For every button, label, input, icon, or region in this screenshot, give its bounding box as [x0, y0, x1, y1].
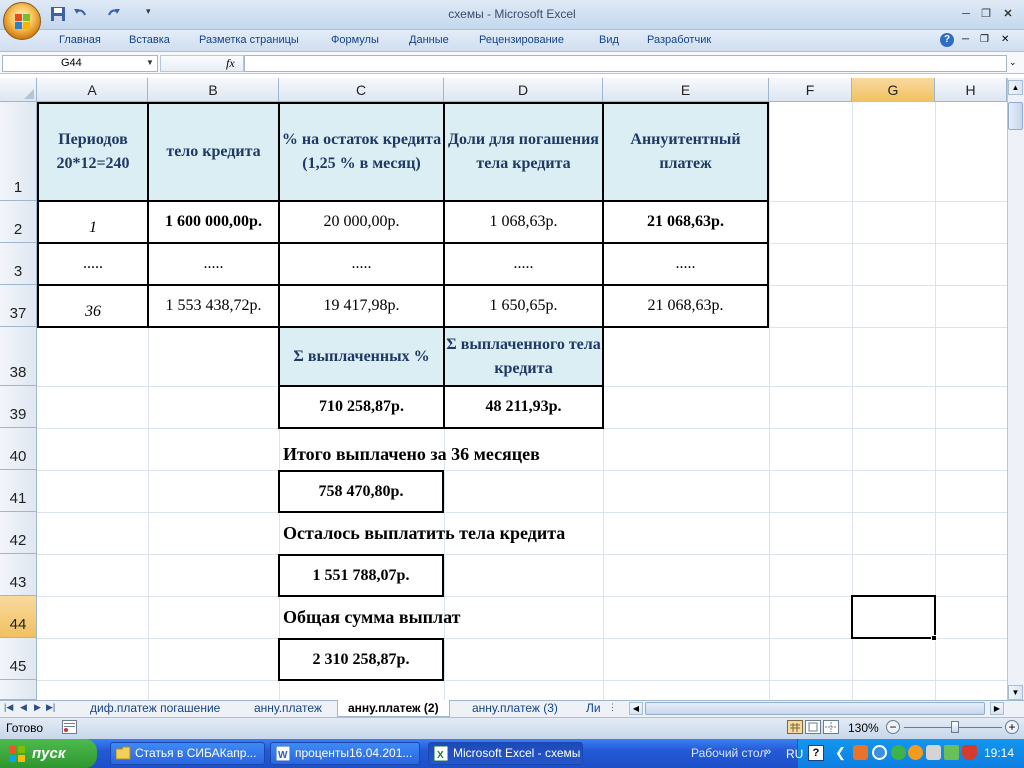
fill-handle[interactable] — [931, 635, 937, 641]
language-help-icon[interactable]: ? — [808, 745, 824, 761]
expand-formula-icon[interactable]: ⌄ — [1009, 57, 1017, 67]
tray-expand-icon[interactable]: ❮ — [835, 745, 846, 760]
remaining-label[interactable]: Осталось выплатить тела кредита — [283, 523, 566, 543]
sheet-tab-more[interactable]: Ли — [586, 701, 601, 715]
gridline — [37, 680, 1007, 681]
desktop-toolbar-label[interactable]: Рабочий стол — [691, 746, 767, 760]
scroll-right-icon[interactable]: ▶ — [990, 702, 1004, 715]
cell-d37[interactable]: 1 650,65р. — [443, 284, 604, 328]
header-principal-share[interactable]: Доли для погашения тела кредита — [443, 102, 604, 202]
restore-icon[interactable]: ❐ — [981, 8, 991, 20]
select-all-icon — [24, 89, 34, 99]
gridline — [37, 512, 1007, 513]
prev-sheet-icon[interactable]: ◀ — [20, 702, 27, 712]
cell-b3[interactable]: ..... — [147, 242, 280, 286]
tab-home[interactable]: Главная — [59, 34, 101, 46]
tab-review[interactable]: Рецензирование — [479, 34, 564, 46]
cell-c2[interactable]: 20 000,00р. — [278, 200, 445, 244]
page-layout-view-icon[interactable] — [805, 720, 821, 734]
page-break-view-icon[interactable] — [823, 720, 839, 734]
cell-c37[interactable]: 19 417,98р. — [278, 284, 445, 328]
zoom-slider-thumb[interactable] — [951, 721, 959, 733]
language-indicator[interactable]: RU — [786, 747, 804, 761]
total-paid-value[interactable]: 758 470,80р. — [278, 470, 444, 513]
scroll-up-icon[interactable]: ▲ — [1008, 80, 1023, 95]
sheet-tab-diff-payment[interactable]: диф.платеж погашение — [90, 701, 221, 715]
column-header-c[interactable]: C — [279, 78, 444, 102]
first-sheet-icon[interactable]: |◀ — [4, 702, 14, 712]
tray-shield-icon[interactable] — [962, 745, 977, 760]
row-header-2[interactable]: 2 — [0, 201, 37, 243]
total-paid-label[interactable]: Итого выплачено за 36 месяцев — [283, 444, 540, 464]
normal-view-icon[interactable] — [787, 720, 803, 734]
next-sheet-icon[interactable]: ▶ — [34, 702, 41, 712]
cell-d2[interactable]: 1 068,63р. — [443, 200, 604, 244]
cell-a37[interactable]: 36 — [37, 284, 149, 328]
taskbar-clock: 19:14 — [984, 746, 1015, 760]
row-header-45[interactable]: 45 — [0, 638, 37, 680]
sum-principal-value[interactable]: 48 211,93р. — [443, 385, 604, 429]
svg-text:W: W — [278, 750, 288, 761]
tray-app-icon-2[interactable] — [872, 745, 887, 760]
desktop-toolbar-chevron-icon[interactable]: » — [765, 746, 772, 758]
scroll-down-icon[interactable]: ▼ — [1008, 685, 1023, 700]
header-loan-body[interactable]: тело кредита — [147, 102, 280, 202]
excel-icon — [434, 746, 448, 761]
cell-e2[interactable]: 21 068,63р. — [602, 200, 769, 244]
row-header-42[interactable]: 42 — [0, 512, 37, 554]
task-folder-label: Статья в СИБАКапр... — [135, 746, 257, 760]
task-word-label: проценты16.04.201... — [295, 746, 413, 760]
name-box-dropdown-icon[interactable]: ▼ — [146, 58, 154, 67]
cell-a2[interactable]: 1 — [37, 200, 149, 244]
sheet-tab-annuity-3[interactable]: анну.платеж (3) — [472, 701, 558, 715]
gridline — [37, 470, 1007, 471]
row-header-37[interactable]: 37 — [0, 285, 37, 327]
word-icon — [276, 746, 290, 761]
total-sum-label[interactable]: Общая сумма выплат — [283, 607, 461, 627]
gridline — [769, 102, 770, 700]
column-header-d[interactable]: D — [444, 78, 603, 102]
task-excel[interactable] — [428, 742, 583, 765]
row-header-1[interactable]: 1 — [0, 102, 37, 201]
row-header-38[interactable]: 38 — [0, 327, 37, 386]
row-header-39[interactable]: 39 — [0, 386, 37, 428]
sheet-tab-annuity[interactable]: анну.платеж — [254, 701, 322, 715]
tab-view[interactable]: Вид — [599, 34, 619, 46]
row-header-41[interactable]: 41 — [0, 470, 37, 512]
office-logo-icon — [14, 13, 31, 30]
tray-app-icon-5[interactable] — [926, 745, 941, 760]
column-header-e[interactable]: E — [603, 78, 769, 102]
tab-split-icon[interactable]: ⋮ — [608, 702, 617, 712]
remaining-value[interactable]: 1 551 788,07р. — [278, 554, 444, 597]
start-label: пуск — [32, 745, 66, 762]
tray-app-icon-3[interactable] — [891, 745, 906, 760]
row-header-40[interactable]: 40 — [0, 428, 37, 470]
tray-app-icon-4[interactable] — [908, 745, 923, 760]
header-annuity-payment[interactable]: Аннуитентный платеж — [602, 102, 769, 202]
horizontal-scroll-thumb[interactable] — [645, 702, 985, 715]
row-header-3[interactable]: 3 — [0, 243, 37, 285]
gridline — [37, 554, 1007, 555]
zoom-out-icon[interactable]: − — [886, 720, 900, 734]
cell-e37[interactable]: 21 068,63р. — [602, 284, 769, 328]
tray-app-icon-6[interactable] — [944, 745, 959, 760]
formula-input[interactable] — [244, 55, 1007, 72]
svg-text:X: X — [437, 750, 444, 761]
tab-formulas[interactable]: Формулы — [331, 34, 379, 46]
workbook-minimize-icon[interactable]: ─ — [962, 34, 970, 45]
workbook-close-icon[interactable]: ✕ — [1001, 34, 1010, 45]
tab-data[interactable]: Данные — [409, 34, 449, 46]
row-header-43[interactable]: 43 — [0, 554, 37, 596]
scroll-left-icon[interactable]: ◀ — [629, 702, 643, 715]
status-ready: Готово — [6, 721, 44, 735]
sum-interest-value[interactable]: 710 258,87р. — [278, 385, 445, 429]
zoom-level[interactable]: 130% — [848, 721, 879, 735]
task-word-document[interactable] — [270, 742, 420, 765]
zoom-in-icon[interactable]: + — [1005, 720, 1019, 734]
insert-function-icon[interactable]: fx — [226, 56, 235, 70]
row-header-44[interactable]: 44 — [0, 596, 37, 638]
cell-b37[interactable]: 1 553 438,72р. — [147, 284, 280, 328]
column-header-b[interactable]: B — [148, 78, 279, 102]
sheet-tab-annuity-2[interactable]: анну.платеж (2) — [337, 700, 450, 717]
office-button[interactable] — [3, 2, 41, 40]
cell-c3[interactable]: ..... — [278, 242, 445, 286]
column-header-a[interactable]: A — [37, 78, 148, 102]
column-header-g[interactable]: G — [852, 78, 935, 102]
row-header-46[interactable] — [0, 680, 37, 700]
workbook-restore-icon[interactable]: ❐ — [980, 34, 989, 45]
help-icon[interactable]: ? — [940, 33, 954, 47]
last-sheet-icon[interactable]: ▶| — [46, 702, 56, 712]
task-folder[interactable] — [110, 742, 265, 765]
tab-developer[interactable]: Разработчик — [647, 34, 712, 46]
header-interest[interactable]: % на остаток кредита (1,25 % в месяц) — [278, 102, 445, 202]
select-all-corner[interactable] — [0, 78, 37, 102]
name-box[interactable]: G44 — [2, 55, 158, 72]
vertical-scroll-thumb[interactable] — [1008, 102, 1023, 130]
cell-b2[interactable]: 1 600 000,00р. — [147, 200, 280, 244]
tab-page-layout[interactable]: Разметка страницы — [199, 34, 299, 46]
close-icon[interactable]: ✕ — [1003, 8, 1013, 20]
sum-interest-header[interactable]: Σ выплаченных % — [278, 326, 445, 387]
cell-e3[interactable]: ..... — [602, 242, 769, 286]
tray-app-icon-1[interactable] — [853, 745, 868, 760]
header-periods[interactable]: Периодов 20*12=240 — [37, 102, 149, 202]
folder-icon — [116, 746, 131, 760]
column-header-f[interactable]: F — [769, 78, 852, 102]
tab-insert[interactable]: Вставка — [129, 34, 170, 46]
macro-record-icon[interactable] — [62, 720, 77, 734]
total-sum-value[interactable]: 2 310 258,87р. — [278, 638, 444, 681]
vertical-scrollbar[interactable] — [1007, 78, 1024, 700]
active-cell-g44[interactable] — [851, 595, 936, 639]
task-excel-label: Microsoft Excel - схемы — [453, 746, 581, 760]
windows-flag-icon — [8, 745, 26, 763]
cell-a3[interactable]: ..... — [37, 242, 149, 286]
sum-principal-header[interactable]: Σ выплаченного тела кредита — [443, 326, 604, 387]
window-title: схемы - Microsoft Excel — [448, 7, 576, 21]
column-header-h[interactable]: H — [935, 78, 1007, 102]
cell-d3[interactable]: ..... — [443, 242, 604, 286]
customize-qat-icon[interactable]: ▾ — [146, 6, 151, 16]
minimize-icon[interactable]: ─ — [962, 8, 970, 20]
